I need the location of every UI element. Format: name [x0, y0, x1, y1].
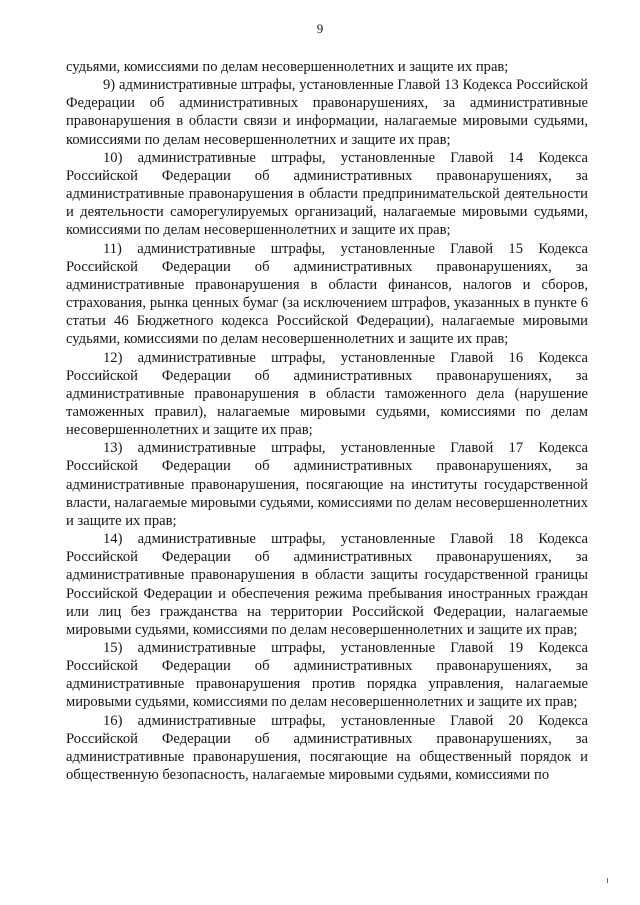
paragraph-item-12: 12) административные штрафы, установленные Главой 16 Кодекса Российской Федерации об административных правонарушениях, за административные правонарушения в области таможенного дела (нарушение таможенных правил), налагаемые мировыми судьями, комиссиями по делам несовершеннолетних и защите их прав;: [66, 349, 588, 439]
paragraph-item-13: 13) административные штрафы, установленные Главой 17 Кодекса Российской Федерации об административных правонарушениях, за административные правонарушения, посягающие на институты государственной власти, налагаемые мировыми судьями, комиссиями по делам несовершеннолетних и защите их прав;: [66, 440, 588, 529]
document-body: [66, 58, 588, 784]
paragraph-item-14: 14) административные штрафы, установленные Главой 18 Кодекса Российской Федерации об административных правонарушениях, за административные правонарушения в области защиты государственной границы Российской Федерации и обеспечения режима пребывания иностранных граждан или лиц без гражданства на территории Российской Федерации, налагаемые мировыми судьями, комиссиями по делам несовершеннолетних и защите их прав;: [66, 531, 588, 638]
page-number: 9: [316, 21, 324, 36]
paragraph-item-10: 10) административные штрафы, установленные Главой 14 Кодекса Российской Федерации об административных правонарушениях, за административные правонарушения в области предпринимательской деятельности и деятельности саморегулируемых организаций, налагаемые мировыми судьями, комиссиями по делам несовершеннолетних и защите их прав;: [66, 149, 588, 239]
scan-mark: [607, 878, 608, 883]
paragraph-item-9: 9) административные штрафы, установленные Главой 13 Кодекса Российской Федерации об административных правонарушениях, за административные правонарушения в области связи и информации, налагаемые мировыми судьями, комиссиями по делам несовершеннолетних и защите их прав;: [66, 77, 588, 148]
paragraph-item-16: 16) административные штрафы, установленные Главой 20 Кодекса Российской Федерации об административных правонарушениях, за административные правонарушения, посягающие на общественный порядок и общественную безопасность, налагаемые мировыми судьями, комиссиями по: [66, 712, 588, 784]
paragraph-item-11: 11) административные штрафы, установленные Главой 15 Кодекса Российской Федерации об административных правонарушениях, за административные правонарушения в области финансов, налогов и сборов, страхования, рынка ценных бумаг (за исключением штрафов, указанных в пункте 6 статьи 46 Бюджетного кодекса Российской Федерации), налагаемые мировыми судьями, комиссиями по делам несовершеннолетних и защите их прав;: [66, 240, 588, 348]
paragraph-item-15: 15) административные штрафы, установленные Главой 19 Кодекса Российской Федерации об административных правонарушениях, за административные правонарушения против порядка управления, налагаемые мировыми судьями, комиссиями по делам несовершеннолетних и защите их прав;: [66, 640, 588, 711]
paragraph-continuation: судьями, комиссиями по делам несовершеннолетних и защите их прав;: [66, 59, 509, 75]
